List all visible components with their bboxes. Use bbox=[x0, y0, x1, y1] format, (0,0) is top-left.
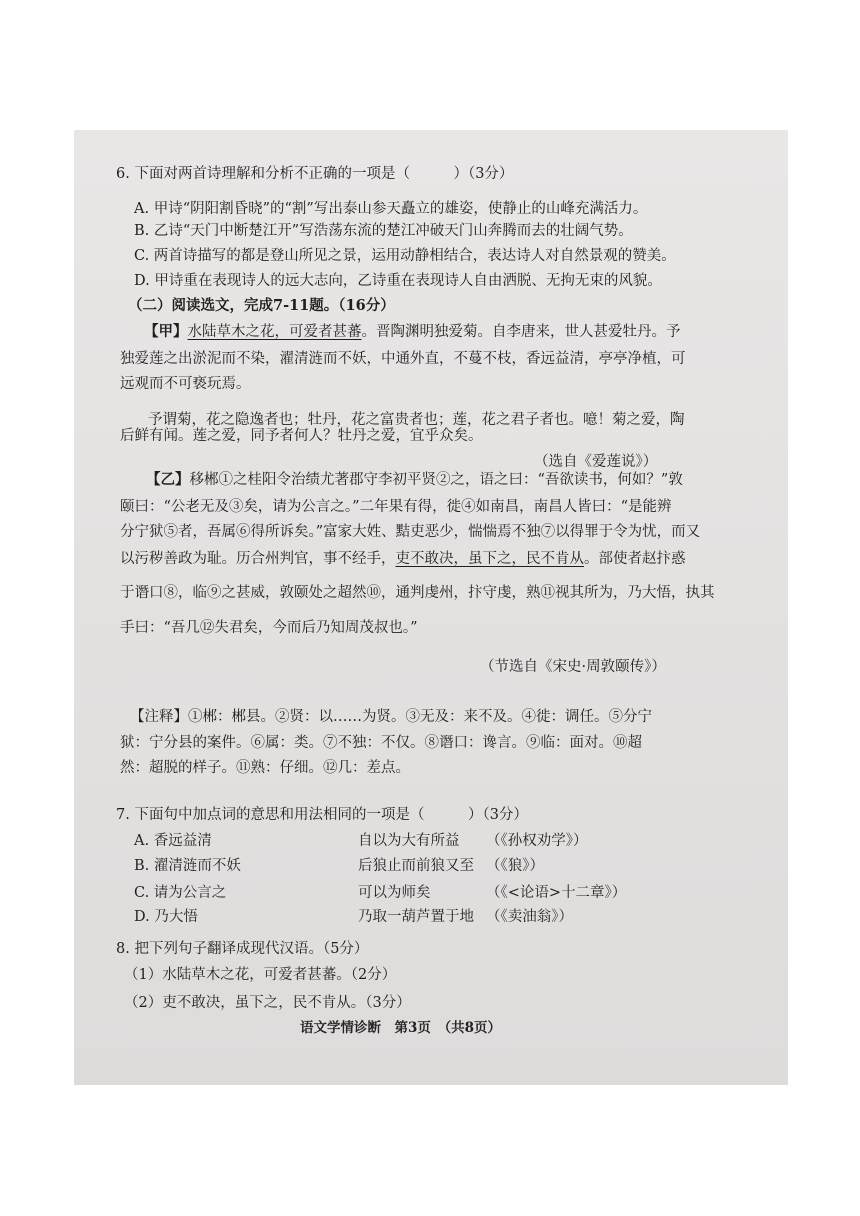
q7-row-b-left: B. 濯清涟而不妖 bbox=[134, 858, 241, 874]
passage-b-line-4-start: 以污秽善政为耻。历合州判官，事不经手， bbox=[120, 551, 396, 567]
passage-b-source: （节选自《宋史·周敦颐传》） bbox=[480, 659, 666, 675]
passage-a-tag: 【甲】 bbox=[144, 323, 188, 340]
notes-line-2: 狱：宁分县的案件。⑥属：类。⑦不独：不仅。⑧谮口：谗言。⑨临：面对。⑩超 bbox=[120, 735, 642, 751]
passage-a-line-3: 远观而不可亵玩焉。 bbox=[120, 376, 251, 392]
notes-line-1: 【注释】①郴：郴县。②贤：以……为贤。③无及：来不及。④徙：调任。⑤分宁 bbox=[130, 709, 652, 725]
q6-option-b: B. 乙诗“天门中断楚江开”写浩荡东流的楚江冲破天门山奔腾而去的壮阔气势。 bbox=[134, 223, 633, 239]
notes-line-3: 然：超脱的样子。⑪熟：仔细。⑫几：差点。 bbox=[120, 760, 410, 776]
passage-a-underlined: 水陆草木之花，可爱者甚蕃 bbox=[187, 324, 362, 340]
q7-row-b-mid: 后狼止而前狼又至 bbox=[358, 858, 474, 874]
passage-b-line-1 bbox=[146, 470, 683, 490]
passage-a-line-4: 予谓菊，花之隐逸者也；牡丹，花之富贵者也；莲，花之君子者也。噫！菊之爱，陶 bbox=[148, 412, 685, 428]
passage-b-line-1-text: 移郴①之桂阳令治绩尤著郡守李初平贤②之，语之曰：“吾欲读书，何如？”敦 bbox=[189, 472, 683, 488]
q6-stem: 6. 下面对两首诗理解和分析不正确的一项是（ ）（3分） bbox=[116, 166, 514, 182]
q7-row-c-left: C. 请为公言之 bbox=[134, 885, 227, 901]
passage-b-tag: 【乙】 bbox=[146, 471, 190, 488]
passage-b-line-5: 于谮口⑧，临⑨之甚威，敦颐处之超然⑩，通判虔州，抃守虔，熟⑪视其所为，乃大悟，执其 bbox=[120, 585, 715, 601]
q6-option-c: C. 两首诗描写的都是登山所见之景，运用动静相结合，表达诗人对自然景观的赞美。 bbox=[134, 248, 676, 264]
q7-row-a-mid: 自以为大有所益 bbox=[358, 833, 460, 849]
passage-b-line-2: 颐曰：“公老无及③矣，请为公言之。”二年果有得，徙④如南昌，南昌人皆曰：“是能辨 bbox=[120, 499, 672, 515]
passage-a-line-2: 独爱莲之出淤泥而不染，濯清涟而不妖，中通外直，不蔓不枝，香远益清，亭亭净植，可 bbox=[120, 351, 686, 367]
passage-b-line-6: 手曰：“吾几⑫失君矣，今而后乃知周茂叔也。” bbox=[120, 620, 418, 636]
page-footer: 语文学情诊断 第3页 （共8页） bbox=[300, 1020, 502, 1036]
q8-stem: 8. 把下列句子翻译成现代汉语。（5分） bbox=[116, 941, 369, 957]
passage-b-underlined: 吏不敢决，虽下之，民不肯从 bbox=[395, 551, 584, 567]
q7-row-c-mid: 可以为师矣 bbox=[358, 885, 431, 901]
q6-option-a: A. 甲诗“阴阳割昏晓”的“割”写出泰山参天矗立的雄姿，使静止的山峰充满活力。 bbox=[134, 201, 648, 217]
q7-row-d-left: D. 乃大悟 bbox=[134, 909, 198, 925]
q7-row-a-src: （《孙权劝学》） bbox=[486, 833, 588, 849]
q7-row-d-mid: 乃取一葫芦置于地 bbox=[358, 909, 474, 925]
q7-stem: 7. 下面句中加点词的意思和用法相同的一项是（ ）（3分） bbox=[116, 807, 528, 823]
passage-a-line-1-rest: 。晋陶渊明独爱菊。自李唐来，世人甚爱牡丹。予 bbox=[361, 324, 681, 340]
q7-row-c-src: （《<论语>十二章》） bbox=[486, 885, 627, 901]
q7-row-d-src: （《卖油翁》） bbox=[486, 909, 573, 925]
passage-a-line-5: 后鲜有闻。莲之爱，同予者何人？牡丹之爱，宜乎众矣。 bbox=[120, 428, 483, 444]
q7-row-a-left: A. 香远益清 bbox=[134, 833, 212, 849]
q6-option-d: D. 甲诗重在表现诗人的远大志向，乙诗重在表现诗人自由洒脱、无拘无束的风貌。 bbox=[134, 273, 662, 289]
passage-b-line-4 bbox=[120, 549, 686, 569]
q8-item-2: （2）吏不敢决，虽下之，民不肯从。（3分） bbox=[124, 995, 411, 1011]
passage-a-source: （选自《爱莲说》） bbox=[534, 454, 658, 470]
section-heading: （二）阅读选文，完成7-11题。（16分） bbox=[128, 297, 395, 314]
q7-row-b-src: （《狼》） bbox=[486, 858, 544, 874]
passage-b-line-4-end: 。部使者赵抃惑 bbox=[584, 551, 686, 567]
passage-a-line-1 bbox=[144, 322, 681, 342]
q8-item-1: （1）水陆草木之花，可爱者甚蕃。（2分） bbox=[124, 967, 397, 983]
passage-b-line-3: 分宁狱⑤者，吾属⑥得所诉矣。”富家大姓、黠吏恶少，惴惴焉不独⑦以得罪于令为忧，而又 bbox=[120, 524, 701, 540]
